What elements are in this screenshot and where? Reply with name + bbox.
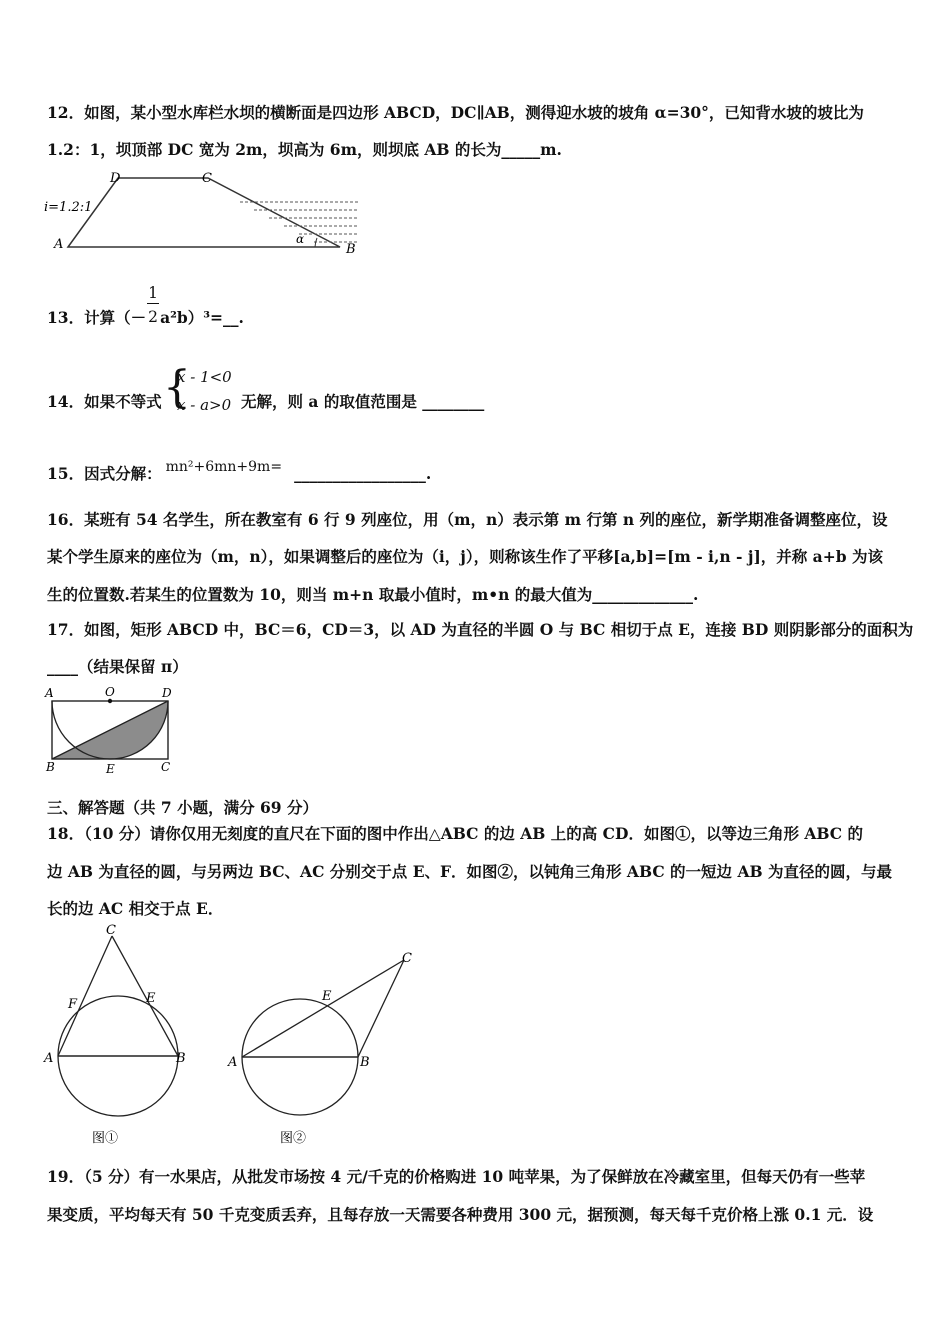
fig1-caption: 图① <box>92 1131 119 1146</box>
q14-suffix: 无解，则 a 的取值范围是 ________ <box>241 392 485 411</box>
q18-line3: 长的边 AC 相交于点 E． <box>47 899 224 918</box>
q15-prefix: 15．因式分解： <box>47 464 162 483</box>
fig1-label-c: C <box>106 924 116 938</box>
q18-line1: 18．（10 分）请你仅用无刻度的直尺在下面的图中作出△ABC 的边 AB 上的高 CD．如图①，以等边三角形 ABC 的 <box>47 824 863 843</box>
q15-expression: mn²+6mn+9m= <box>165 459 283 475</box>
fig1-label-f: F <box>68 997 78 1012</box>
point-label-c: C <box>202 171 212 186</box>
fig2-label-c: C <box>402 951 412 966</box>
fig2-label-a: A <box>228 1055 238 1070</box>
q16-line3: 生的位置数.若某生的位置数为 10，则当 m+n 取最小值时，m•n 的最大值为_____________. <box>47 585 699 604</box>
figure-2-obtuse <box>227 951 412 1146</box>
fig2-caption: 图② <box>280 1131 307 1146</box>
figure-1-equilateral <box>43 924 186 1146</box>
q19-line2: 果变质，平均每天有 50 千克变质丢弃，且每存放一天需要各种费用 300 元，据预测，每天每千克价格上涨 0.1 元．设 <box>47 1205 874 1224</box>
q19-line1: 19．（5 分）有一水果店，从批发市场按 4 元/千克的价格购进 10 吨苹果，为了保鲜放在冷藏室里，但每天仍有一些苹 <box>47 1167 866 1186</box>
fig1-label-a: A <box>44 1051 54 1066</box>
point-label-a: A <box>54 237 64 252</box>
q15-answer-blank: _________________. <box>294 464 432 483</box>
label-c: C <box>161 760 171 774</box>
fig2-label-b: B <box>360 1055 370 1070</box>
q13-line <box>47 284 244 329</box>
fig1-label-e: E <box>146 991 156 1006</box>
q16-line1: 16．某班有 54 名学生，所在教室有 6 行 9 列座位，用（m，n）表示第 m 行第 n 列的座位，新学期准备调整座位，设 <box>47 510 888 529</box>
rectangle-semicircle-figure <box>42 684 182 776</box>
left-brace-icon: { <box>163 362 191 413</box>
q15-line <box>47 459 432 485</box>
q18-line2: 边 AB 为直径的圆，与另两边 BC、AC 分别交于点 E、F．如图②，以钝角三角形 ABC 的一短边 AB 为直径的圆，与最 <box>47 862 892 881</box>
fraction-one-half <box>146 284 160 329</box>
q13-prefix: 13．计算（－ <box>47 308 147 327</box>
point-label-b: B <box>346 242 356 257</box>
q12-line1: 12．如图，某小型水库栏水坝的横断面是四边形 ABCD，DC∥AB，测得迎水坡的坡角 α=30°，已知背水坡的坡比为 <box>47 103 864 122</box>
q16-line2: 某个学生原来的座位为（m，n），如果调整后的座位为（i，j），则称该生作了平移[a,b]=[m - i,n - j]，并称 a+b 为该 <box>47 547 883 566</box>
inequality-row-2: x - a>0 <box>177 396 232 414</box>
q17-line2: ____（结果保留 π） <box>47 657 188 676</box>
label-e: E <box>106 762 115 776</box>
fig2-label-e: E <box>322 989 332 1004</box>
dam-cross-section-figure <box>40 168 370 260</box>
q18-figures <box>40 924 420 1152</box>
q12-line2: 1.2：1，坝顶部 DC 宽为 2m，坝高为 6m，则坝底 AB 的长为_____m. <box>47 140 562 159</box>
slope-ratio-label: i=1.2:1 <box>44 200 93 215</box>
fraction-numerator: 1 <box>148 284 158 302</box>
label-b: B <box>46 760 55 774</box>
label-d: D <box>162 686 172 700</box>
label-o: O <box>105 685 115 699</box>
label-a: A <box>45 686 54 700</box>
section-heading: 三、解答题（共 7 小题，满分 69 分） <box>47 798 318 817</box>
q17-line1: 17．如图，矩形 ABCD 中，BC＝6，CD＝3，以 AD 为直径的半圆 O 与 BC 相切于点 E，连接 BD 则阴影部分的面积为 <box>47 620 914 639</box>
q13-suffix: a²b）³=__. <box>160 308 244 327</box>
inequality-system <box>163 362 243 418</box>
point-label-d: D <box>110 171 121 186</box>
fig1-label-b: B <box>176 1051 186 1066</box>
q14-prefix: 14．如果不等式 <box>47 392 162 411</box>
inequality-row-1: x - 1<0 <box>177 368 232 386</box>
angle-alpha-label: α <box>296 232 305 246</box>
fraction-denominator: 2 <box>148 308 158 326</box>
